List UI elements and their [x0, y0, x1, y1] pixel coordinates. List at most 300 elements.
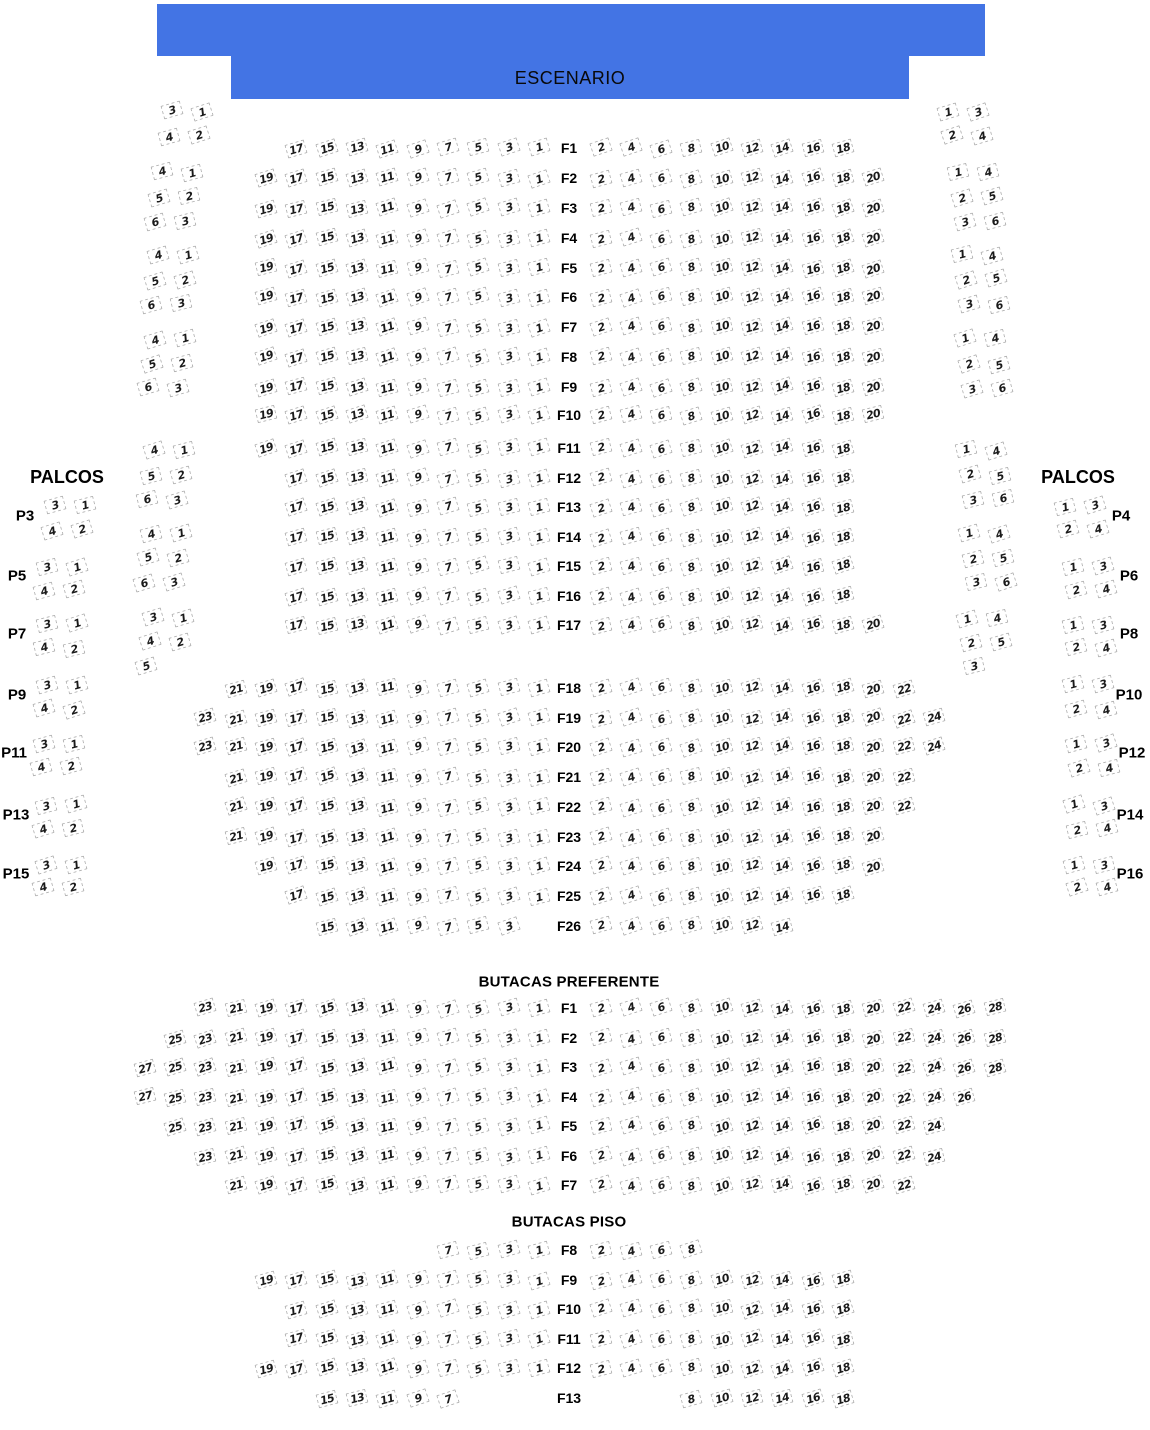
seat[interactable]: 4 — [619, 198, 642, 217]
seat[interactable]: 1 — [528, 888, 551, 906]
seat[interactable]: 20 — [862, 1115, 885, 1134]
seat[interactable]: 3 — [497, 498, 520, 516]
seat[interactable]: 4 — [619, 708, 642, 727]
seat[interactable]: 13 — [346, 438, 369, 457]
seat[interactable]: 7 — [436, 470, 459, 489]
seat[interactable]: 2 — [62, 819, 85, 837]
seat[interactable]: 4 — [33, 637, 56, 655]
seat[interactable]: 5 — [467, 738, 490, 756]
seat[interactable]: 11 — [376, 317, 399, 336]
seat[interactable]: 1 — [181, 164, 204, 183]
seat[interactable]: 5 — [467, 378, 490, 397]
seat[interactable]: 6 — [650, 887, 673, 906]
seat[interactable]: 13 — [346, 828, 369, 847]
seat[interactable]: 16 — [801, 1056, 824, 1074]
seat[interactable]: 8 — [680, 915, 703, 934]
seat[interactable]: 2 — [589, 1330, 612, 1348]
seat[interactable]: 4 — [619, 1242, 642, 1261]
seat[interactable]: 5 — [467, 257, 490, 276]
seat[interactable]: 24 — [923, 999, 946, 1018]
seat[interactable]: 15 — [315, 1357, 338, 1376]
seat[interactable]: 2 — [589, 1298, 612, 1317]
seat[interactable]: 17 — [285, 348, 308, 367]
seat[interactable]: 14 — [771, 1330, 794, 1348]
seat[interactable]: 10 — [710, 1270, 733, 1289]
seat[interactable]: 16 — [801, 348, 824, 367]
seat[interactable]: 14 — [771, 1388, 794, 1407]
seat[interactable]: 14 — [771, 1174, 794, 1192]
seat[interactable]: 3 — [165, 491, 188, 510]
seat[interactable]: 4 — [619, 228, 642, 247]
seat[interactable]: 7 — [436, 999, 459, 1019]
seat[interactable]: 16 — [801, 229, 824, 248]
seat[interactable]: 5 — [467, 708, 490, 727]
seat[interactable]: 2 — [589, 737, 612, 756]
seat[interactable]: 7 — [436, 1330, 459, 1349]
seat[interactable]: 12 — [740, 768, 763, 787]
seat[interactable]: 2 — [589, 856, 612, 875]
seat[interactable]: 4 — [1086, 519, 1109, 538]
seat[interactable]: 5 — [467, 587, 490, 606]
seat[interactable]: 9 — [406, 377, 429, 396]
seat[interactable]: 22 — [892, 679, 915, 698]
seat[interactable]: 16 — [801, 826, 824, 846]
seat[interactable]: 15 — [315, 888, 338, 907]
seat[interactable]: 6 — [650, 856, 673, 875]
seat[interactable]: 16 — [801, 317, 824, 336]
seat[interactable]: 12 — [741, 916, 764, 935]
seat[interactable]: 18 — [831, 198, 854, 218]
seat[interactable]: 18 — [832, 709, 855, 728]
seat[interactable]: 11 — [376, 260, 399, 278]
seat[interactable]: 5 — [987, 355, 1010, 374]
seat[interactable]: 4 — [619, 1029, 642, 1048]
seat[interactable]: 12 — [741, 710, 764, 728]
seat[interactable]: 17 — [285, 169, 308, 188]
seat[interactable]: 14 — [771, 198, 794, 217]
seat[interactable]: 12 — [741, 736, 764, 755]
seat[interactable]: 1 — [527, 437, 550, 456]
seat[interactable]: 16 — [801, 168, 824, 187]
seat[interactable]: 15 — [315, 1300, 338, 1319]
seat[interactable]: 28 — [983, 998, 1006, 1017]
seat[interactable]: 11 — [376, 1357, 399, 1377]
seat[interactable]: 5 — [467, 556, 490, 575]
seat[interactable]: 4 — [980, 247, 1003, 266]
seat[interactable]: 6 — [650, 768, 673, 787]
seat[interactable]: 16 — [801, 404, 824, 424]
seat[interactable]: 2 — [589, 586, 612, 605]
seat[interactable]: 11 — [376, 1056, 399, 1075]
seat[interactable]: 1 — [169, 523, 192, 542]
seat[interactable]: 19 — [254, 438, 277, 458]
seat[interactable]: 11 — [376, 1175, 399, 1194]
seat[interactable]: 5 — [467, 1175, 490, 1193]
seat[interactable]: 16 — [801, 260, 824, 279]
seat[interactable]: 2 — [1065, 637, 1088, 656]
seat[interactable]: 16 — [801, 1328, 824, 1348]
seat[interactable]: 2 — [954, 271, 977, 291]
seat[interactable]: 13 — [346, 1272, 369, 1290]
seat[interactable]: 22 — [892, 1059, 915, 1077]
seat[interactable]: 1 — [173, 441, 196, 460]
seat[interactable]: 3 — [497, 677, 520, 696]
seat[interactable]: 11 — [376, 139, 399, 158]
seat[interactable]: 16 — [801, 1358, 824, 1377]
seat[interactable]: 21 — [224, 710, 247, 729]
seat[interactable]: 17 — [285, 200, 308, 218]
seat[interactable]: 12 — [741, 377, 764, 396]
seat[interactable]: 7 — [437, 318, 460, 337]
seat[interactable]: 3 — [34, 855, 57, 874]
seat[interactable]: 3 — [497, 1269, 520, 1288]
seat[interactable]: 22 — [892, 736, 915, 755]
seat[interactable]: 10 — [710, 916, 733, 935]
seat[interactable]: 3 — [966, 102, 989, 122]
seat[interactable]: 13 — [345, 1300, 368, 1319]
seat[interactable]: 2 — [589, 137, 612, 157]
seat[interactable]: 12 — [741, 1145, 764, 1164]
seat[interactable]: 7 — [436, 587, 459, 606]
seat[interactable]: 8 — [680, 170, 703, 189]
seat[interactable]: 14 — [771, 1298, 794, 1317]
seat[interactable]: 2 — [589, 797, 612, 816]
seat[interactable]: 19 — [254, 200, 277, 219]
seat[interactable]: 18 — [832, 259, 855, 278]
seat[interactable]: 18 — [832, 797, 855, 816]
seat[interactable]: 14 — [771, 470, 794, 489]
seat[interactable]: 14 — [771, 829, 794, 848]
seat[interactable]: 4 — [30, 758, 53, 777]
seat[interactable]: 2 — [589, 998, 612, 1017]
seat[interactable]: 8 — [680, 679, 703, 698]
seat[interactable]: 2 — [940, 125, 963, 145]
seat[interactable]: 2 — [62, 579, 85, 598]
seat[interactable]: 14 — [771, 258, 794, 277]
seat[interactable]: 7 — [436, 1299, 459, 1319]
seat[interactable]: 15 — [315, 139, 338, 159]
seat[interactable]: 20 — [862, 614, 885, 633]
seat[interactable]: 13 — [345, 169, 368, 188]
seat[interactable]: 13 — [345, 404, 368, 423]
seat[interactable]: 18 — [832, 1058, 855, 1076]
seat[interactable]: 13 — [346, 1389, 369, 1407]
seat[interactable]: 2 — [62, 700, 85, 720]
seat[interactable]: 24 — [923, 708, 946, 727]
seat[interactable]: 5 — [984, 269, 1007, 288]
seat[interactable]: 15 — [315, 498, 338, 517]
seat[interactable]: 4 — [619, 616, 642, 634]
seat[interactable]: 19 — [255, 709, 278, 728]
seat[interactable]: 14 — [771, 1147, 794, 1166]
seat[interactable]: 21 — [224, 1058, 247, 1076]
seat[interactable]: 18 — [832, 736, 855, 754]
seat[interactable]: 3 — [32, 734, 55, 753]
seat[interactable]: 27 — [133, 1058, 156, 1077]
seat[interactable]: 5 — [467, 137, 490, 155]
seat[interactable]: 7 — [436, 137, 459, 156]
seat[interactable]: 5 — [467, 1088, 490, 1107]
seat[interactable]: 12 — [741, 1270, 764, 1289]
seat[interactable]: 25 — [163, 1118, 186, 1137]
seat[interactable]: 20 — [862, 1088, 885, 1107]
seat[interactable]: 4 — [984, 441, 1007, 460]
seat[interactable]: 3 — [497, 138, 520, 157]
seat[interactable]: 18 — [832, 440, 855, 459]
seat[interactable]: 17 — [285, 1029, 308, 1048]
seat[interactable]: 4 — [619, 259, 642, 278]
seat[interactable]: 11 — [376, 588, 399, 607]
seat[interactable]: 12 — [741, 1175, 764, 1194]
seat[interactable]: 6 — [650, 798, 673, 817]
seat[interactable]: 21 — [224, 999, 247, 1017]
seat[interactable]: 8 — [680, 439, 703, 457]
seat[interactable]: 2 — [589, 498, 612, 517]
seat[interactable]: 1 — [1065, 735, 1088, 754]
seat[interactable]: 15 — [315, 1115, 338, 1135]
seat[interactable]: 10 — [710, 1089, 733, 1108]
seat[interactable]: 23 — [194, 998, 217, 1017]
seat[interactable]: 18 — [831, 886, 854, 905]
seat[interactable]: 11 — [376, 917, 399, 936]
seat[interactable]: 7 — [436, 229, 459, 248]
seat[interactable]: 3 — [497, 1028, 520, 1048]
seat[interactable]: 18 — [832, 407, 855, 425]
seat[interactable]: 5 — [467, 1146, 490, 1164]
seat[interactable]: 6 — [650, 1028, 673, 1047]
seat[interactable]: 11 — [376, 498, 399, 518]
seat[interactable]: 20 — [862, 1146, 885, 1165]
seat[interactable]: 4 — [1094, 639, 1117, 658]
seat[interactable]: 12 — [741, 856, 764, 874]
seat[interactable]: 6 — [650, 615, 673, 633]
seat[interactable]: 16 — [801, 468, 824, 487]
seat[interactable]: 13 — [345, 1028, 368, 1047]
seat[interactable]: 21 — [224, 797, 247, 817]
seat[interactable]: 11 — [376, 348, 399, 368]
seat[interactable]: 3 — [1091, 674, 1114, 693]
seat[interactable]: 23 — [194, 708, 217, 727]
seat[interactable]: 3 — [497, 1359, 520, 1377]
seat[interactable]: 4 — [138, 632, 161, 651]
seat[interactable]: 25 — [163, 1057, 186, 1076]
seat[interactable]: 17 — [285, 1115, 308, 1134]
seat[interactable]: 1 — [1062, 616, 1085, 634]
seat[interactable]: 4 — [619, 1359, 642, 1378]
seat[interactable]: 12 — [741, 1328, 764, 1347]
seat[interactable]: 10 — [710, 1030, 733, 1049]
seat[interactable]: 3 — [963, 657, 986, 675]
seat[interactable]: 11 — [376, 1389, 399, 1408]
seat[interactable]: 20 — [862, 229, 885, 248]
seat[interactable]: 10 — [710, 138, 733, 158]
seat[interactable]: 18 — [832, 168, 855, 187]
seat[interactable]: 4 — [970, 126, 993, 145]
seat[interactable]: 19 — [255, 1028, 278, 1047]
seat[interactable]: 5 — [140, 354, 163, 374]
seat[interactable]: 1 — [1062, 675, 1085, 694]
seat[interactable]: 7 — [437, 167, 460, 186]
seat[interactable]: 2 — [589, 1027, 612, 1046]
seat[interactable]: 16 — [801, 767, 824, 786]
seat[interactable]: 7 — [437, 1240, 460, 1259]
seat[interactable]: 25 — [164, 1089, 187, 1108]
seat[interactable]: 6 — [650, 439, 673, 458]
seat[interactable]: 11 — [376, 1089, 399, 1108]
seat[interactable]: 3 — [497, 289, 520, 308]
seat[interactable]: 17 — [285, 738, 308, 758]
seat[interactable]: 1 — [527, 469, 550, 488]
seat[interactable]: 6 — [132, 574, 155, 593]
seat[interactable]: 8 — [680, 377, 703, 396]
seat[interactable]: 12 — [740, 1300, 763, 1320]
seat[interactable]: 7 — [437, 287, 460, 306]
seat[interactable]: 16 — [801, 377, 824, 396]
seat[interactable]: 4 — [619, 885, 642, 904]
seat[interactable]: 2 — [589, 1088, 612, 1107]
seat[interactable]: 13 — [345, 258, 368, 277]
seat[interactable]: 4 — [619, 677, 642, 696]
seat[interactable]: 22 — [892, 768, 915, 787]
seat[interactable]: 5 — [467, 469, 490, 488]
seat[interactable]: 4 — [619, 348, 642, 367]
seat[interactable]: 9 — [406, 1388, 429, 1407]
seat[interactable]: 8 — [680, 797, 703, 816]
seat[interactable]: 20 — [862, 1057, 885, 1076]
seat[interactable]: 6 — [650, 586, 673, 605]
seat[interactable]: 1 — [527, 1088, 550, 1108]
seat[interactable]: 1 — [947, 163, 970, 181]
seat[interactable]: 4 — [32, 582, 55, 601]
seat[interactable]: 13 — [345, 287, 368, 306]
seat[interactable]: 13 — [346, 1357, 369, 1376]
seat[interactable]: 18 — [832, 1147, 855, 1166]
seat[interactable]: 1 — [527, 199, 550, 218]
seat[interactable]: 9 — [406, 798, 429, 817]
seat[interactable]: 4 — [619, 587, 642, 606]
seat[interactable]: 7 — [437, 407, 460, 426]
seat[interactable]: 3 — [497, 1240, 520, 1259]
seat[interactable]: 9 — [406, 887, 429, 905]
seat[interactable]: 4 — [619, 1176, 642, 1195]
seat[interactable]: 13 — [346, 1089, 369, 1108]
seat[interactable]: 7 — [436, 496, 459, 515]
seat[interactable]: 6 — [650, 528, 673, 547]
seat[interactable]: 7 — [436, 1270, 459, 1289]
seat[interactable]: 5 — [467, 797, 490, 815]
seat[interactable]: 1 — [171, 608, 194, 627]
seat[interactable]: 11 — [376, 406, 399, 425]
seat[interactable]: 4 — [146, 245, 169, 264]
seat[interactable]: 6 — [650, 317, 673, 336]
seat[interactable]: 5 — [467, 1359, 490, 1378]
seat[interactable]: 19 — [254, 379, 277, 398]
seat[interactable]: 9 — [406, 915, 429, 934]
seat[interactable]: 1 — [957, 523, 980, 542]
seat[interactable]: 21 — [224, 737, 247, 756]
seat[interactable]: 16 — [801, 528, 824, 547]
seat[interactable]: 3 — [957, 294, 980, 313]
seat[interactable]: 1 — [527, 228, 550, 247]
seat[interactable]: 20 — [862, 378, 885, 397]
seat[interactable]: 15 — [315, 1029, 338, 1048]
seat[interactable]: 16 — [801, 798, 824, 816]
seat[interactable]: 1 — [64, 795, 87, 814]
seat[interactable]: 20 — [862, 680, 885, 699]
seat[interactable]: 4 — [619, 526, 642, 545]
seat[interactable]: 3 — [162, 572, 185, 591]
seat[interactable]: 14 — [771, 766, 794, 785]
seat[interactable]: 4 — [619, 857, 642, 876]
seat[interactable]: 9 — [406, 736, 429, 755]
seat[interactable]: 9 — [406, 1087, 429, 1107]
seat[interactable]: 22 — [892, 997, 915, 1016]
seat[interactable]: 18 — [832, 498, 855, 516]
seat[interactable]: 20 — [862, 348, 885, 367]
seat[interactable]: 8 — [680, 738, 703, 758]
seat[interactable]: 3 — [36, 557, 59, 576]
seat[interactable]: 5 — [134, 656, 157, 675]
seat[interactable]: 3 — [497, 615, 520, 634]
seat[interactable]: 15 — [315, 167, 338, 186]
seat[interactable]: 17 — [285, 677, 308, 697]
seat[interactable]: 3 — [497, 404, 520, 423]
seat[interactable]: 14 — [771, 587, 794, 607]
seat[interactable]: 8 — [680, 557, 703, 576]
seat[interactable]: 18 — [832, 1390, 855, 1409]
seat[interactable]: 5 — [467, 616, 490, 634]
seat[interactable]: 6 — [143, 212, 166, 231]
seat[interactable]: 15 — [315, 680, 338, 698]
seat[interactable]: 17 — [285, 440, 308, 459]
seat[interactable]: 12 — [741, 1028, 764, 1046]
seat[interactable]: 7 — [437, 857, 460, 876]
seat[interactable]: 7 — [436, 707, 459, 726]
seat[interactable]: 27 — [133, 1087, 156, 1105]
seat[interactable]: 5 — [147, 188, 170, 207]
seat[interactable]: 8 — [680, 1239, 703, 1258]
seat[interactable]: 11 — [376, 615, 399, 634]
seat[interactable]: 20 — [862, 1174, 885, 1193]
seat[interactable]: 3 — [1093, 856, 1116, 874]
seat[interactable]: 13 — [345, 997, 368, 1016]
seat[interactable]: 26 — [953, 1028, 976, 1047]
seat[interactable]: 4 — [619, 1115, 642, 1134]
seat[interactable]: 3 — [1092, 616, 1115, 635]
seat[interactable]: 11 — [376, 827, 399, 846]
seat[interactable]: 7 — [437, 798, 460, 817]
seat[interactable]: 15 — [315, 1146, 338, 1164]
seat[interactable]: 19 — [254, 168, 277, 187]
seat[interactable]: 14 — [771, 917, 794, 936]
seat[interactable]: 19 — [255, 1057, 278, 1076]
seat[interactable]: 9 — [406, 287, 429, 307]
seat[interactable]: 13 — [345, 138, 368, 157]
seat[interactable]: 12 — [741, 886, 764, 905]
seat[interactable]: 13 — [345, 796, 368, 815]
seat[interactable]: 5 — [143, 271, 166, 290]
seat[interactable]: 5 — [467, 230, 490, 249]
seat[interactable]: 4 — [619, 498, 642, 517]
seat[interactable]: 11 — [376, 289, 399, 309]
seat[interactable]: 3 — [174, 212, 197, 230]
seat[interactable]: 2 — [589, 170, 612, 189]
seat[interactable]: 2 — [187, 126, 210, 145]
seat[interactable]: 9 — [406, 317, 429, 336]
seat[interactable]: 2 — [173, 271, 196, 290]
seat[interactable]: 10 — [710, 615, 733, 634]
seat[interactable]: 11 — [376, 678, 399, 696]
